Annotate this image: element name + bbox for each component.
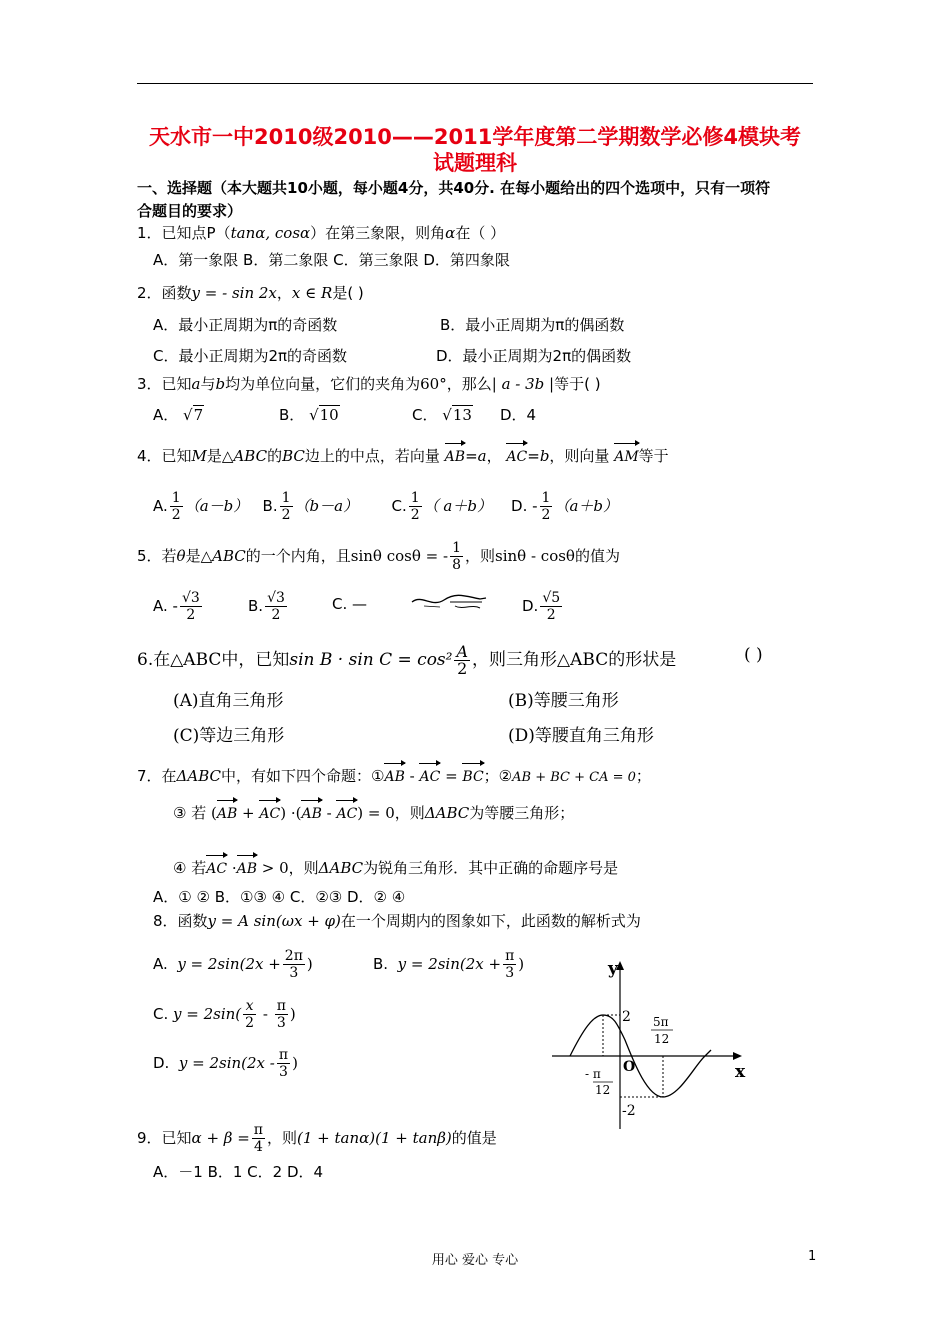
origin-label: O: [623, 1059, 636, 1075]
question-5-option-a: A. - $\frac{√3}{2}$: [153, 590, 200, 623]
y-axis-label: y: [608, 959, 618, 979]
page-footer: 用心 爱心 专心: [431, 1253, 519, 1268]
question-3: 3．已知a与b均为单位向量，它们的夹角为60°，那么| a - 3b |等于( ): [137, 375, 601, 393]
section-heading-line1: 一、选择题（本大题共10小题，每小题4分，共40分. 在每小题给出的四个选项中，只有一项符: [137, 179, 771, 197]
page-number: 1: [808, 1249, 817, 1264]
question-8: 8．函数y = A sin(ωx + φ)在一个周期内的图象如下，此函数的解析式为: [153, 912, 641, 930]
right-tick-denominator: 12: [654, 1032, 670, 1046]
section-heading-line2: 合题目的要求）: [137, 202, 243, 220]
question-2-option-c: C．最小正周期为2π的奇函数: [153, 347, 348, 365]
question-5-option-c: C. —: [332, 595, 368, 613]
question-1: 1．已知点P（tanα, cosα）在第三象限，则角α在（ ）: [137, 224, 506, 242]
question-6-option-c: (C)等边三角形: [173, 726, 285, 746]
sine-graph: [545, 955, 760, 1135]
question-4-options: A. $\frac{1}{2}$ （a－b） B. $\frac{1}{2}$ （b－a） C. $\frac{1}{2}$ （ a＋b） D. - $\frac{1}{2}$ （a＋b）: [153, 490, 619, 523]
min-value-label: -2: [622, 1103, 636, 1119]
question-6: 6.在△ABC中，已知sin B · sin C = cos² $\frac{A}{2}$ ，则三角形△ABC的形状是: [137, 642, 677, 678]
question-2: 2．函数y = - sin 2x，x ∈ R是( ): [137, 284, 364, 302]
exam-title-line2: 试题理科: [433, 151, 517, 175]
question-9: 9．已知α + β = $\frac{\pi}{4}$ ，则(1 + tanα)(1 + tanβ)的值是: [137, 1122, 497, 1155]
max-value-label: 2: [622, 1009, 631, 1025]
scribble-drawing: [410, 592, 490, 614]
question-9-options: A．－1 B．1 C．2 D．4: [153, 1163, 324, 1181]
question-2-option-b: B．最小正周期为π的偶函数: [440, 316, 625, 334]
header-rule: [137, 83, 813, 84]
question-3-option-d: D．4: [500, 406, 537, 424]
question-7: 7．在ΔABC中，有如下四个命题：①AB - AC = BC；②AB + BC + CA = 0；: [137, 760, 651, 789]
question-3-option-c: C． √13: [412, 406, 472, 424]
question-2-option-a: A．最小正周期为π的奇函数: [153, 316, 338, 334]
right-tick-numerator: 5π: [653, 1015, 669, 1029]
question-6-option-a: (A)直角三角形: [173, 691, 284, 711]
question-8-option-a: A. y = 2sin(2x + $\frac{2\pi}{3}$ ): [153, 948, 313, 981]
question-8-option-b: B. y = 2sin(2x + $\frac{\pi}{3}$ ): [373, 948, 525, 981]
question-3-option-b: B． √10: [279, 406, 339, 424]
question-5-option-d: D. $\frac{√5}{2}$: [522, 590, 561, 623]
question-6-option-b: (B)等腰三角形: [508, 691, 619, 711]
question-2-option-d: D．最小正周期为2π的偶函数: [436, 347, 632, 365]
question-8-option-c: C. y = 2sin( $\frac{x}{2}$ - $\frac{\pi}{3}$ ): [153, 998, 296, 1031]
x-axis-arrow: [733, 1052, 742, 1060]
question-5: 5．若θ是△ABC的一个内角，且sinθ cosθ = - $\frac{1}{8}$ ，则sinθ - cosθ的值为: [137, 540, 620, 573]
question-1-options: A．第一象限 B．第二象限 C．第三象限 D．第四象限: [153, 251, 510, 269]
question-7-proposition-3: ③ 若 (AB + AC) ·(AB - AC) = 0，则ΔABC为等腰三角形；: [173, 797, 574, 825]
question-6-paren: ( ): [744, 645, 763, 665]
exam-title-line1: 天水市一中2010级2010——2011学年度第二学期数学必修4模块考: [149, 125, 801, 149]
question-3-option-a: A． √7: [153, 406, 204, 424]
left-tick-numerator: - π: [585, 1067, 601, 1081]
question-7-options: A．① ② B．①③ ④ C．②③ D．② ④: [153, 888, 406, 906]
question-7-proposition-4: ④ 若AC ·AB > 0，则ΔABC为锐角三角形．其中正确的命题序号是: [173, 852, 618, 880]
question-8-option-d: D. y = 2sin(2x - $\frac{\pi}{3}$ ): [153, 1047, 298, 1080]
question-4: 4．已知M是△ABC的BC边上的中点，若向量 AB=a， AC=b，则向量 AM等于: [137, 440, 669, 468]
question-5-option-b: B. $\frac{√3}{2}$: [248, 590, 285, 623]
left-tick-denominator: 12: [595, 1083, 611, 1097]
x-axis-label: x: [735, 1062, 746, 1082]
question-6-option-d: (D)等腰直角三角形: [508, 726, 654, 746]
